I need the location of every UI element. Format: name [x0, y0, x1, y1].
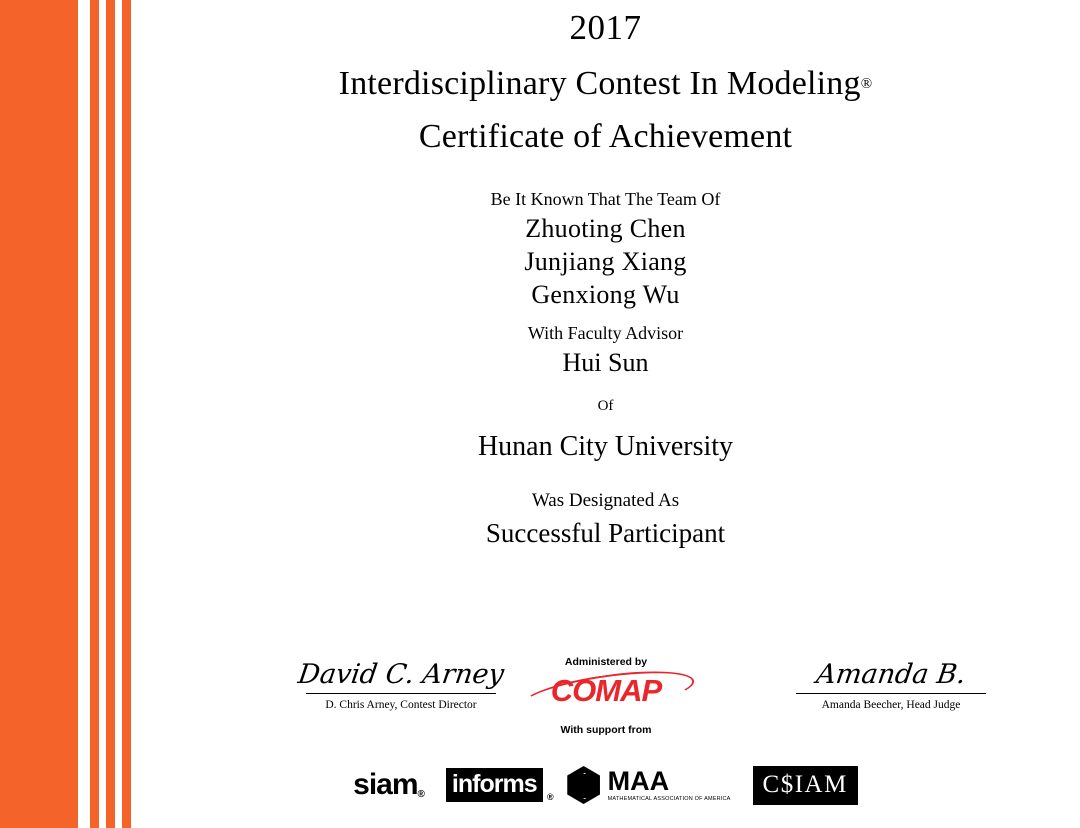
- signature-caption-head-judge: Amanda Beecher, Head Judge: [821, 699, 961, 711]
- accent-bar-thin-3: [122, 0, 131, 828]
- was-designated-label: Was Designated As: [531, 490, 680, 511]
- be-it-known-label: Be It Known That The Team Of: [490, 189, 721, 209]
- informs-registered-mark: ®: [546, 792, 553, 802]
- contest-title-text: Interdisciplinary Contest In Modeling: [338, 65, 861, 102]
- faculty-advisor-name: Hui Sun: [562, 348, 649, 377]
- maa-logo: [565, 766, 731, 804]
- informs-logo-text: informs: [451, 770, 537, 798]
- accent-bar-wide: [0, 0, 78, 828]
- comap-logo-text: COMAP: [550, 673, 662, 708]
- siam-logo: [353, 768, 424, 802]
- team-member: Junjiang Xiang: [524, 247, 687, 276]
- signature-contest-director: David C. Arney: [296, 659, 506, 690]
- maa-polygon-icon: [565, 766, 603, 804]
- maa-logo-text: MAA: [607, 765, 670, 796]
- administered-by-label: Administered by: [564, 656, 648, 668]
- certificate-year: 2017: [569, 8, 642, 47]
- signature-block-head-judge: [731, 655, 1051, 713]
- comap-logo: [511, 671, 701, 711]
- siam-registered-mark: ®: [417, 789, 424, 800]
- siam-logo-text: siam: [353, 768, 418, 801]
- faculty-advisor-label: With Faculty Advisor: [527, 323, 684, 343]
- signature-head-judge: Amanda B.: [814, 659, 968, 690]
- team-member: Genxiong Wu: [531, 280, 680, 309]
- comap-block: [511, 655, 701, 737]
- csiam-logo: C$IAM: [753, 766, 858, 805]
- decorative-left-bars: [0, 0, 130, 828]
- sponsor-logo-row: [131, 760, 1080, 810]
- of-label: Of: [597, 398, 614, 414]
- maa-logo-subtext: MATHEMATICAL ASSOCIATION OF AMERICA: [607, 795, 731, 802]
- certificate-body: [131, 0, 1080, 828]
- accent-bar-thin-1: [90, 0, 99, 828]
- contest-title: [131, 56, 1080, 112]
- with-support-from-label: With support from: [560, 724, 652, 736]
- signature-caption-contest-director: D. Chris Arney, Contest Director: [325, 699, 477, 711]
- informs-logo: [446, 768, 553, 802]
- registered-mark: ®: [860, 76, 873, 92]
- team-member: Zhuoting Chen: [525, 214, 686, 243]
- accent-bar-thin-2: [106, 0, 115, 828]
- certificate-subtitle: Certificate of Achievement: [418, 118, 793, 155]
- award-designation: Successful Participant: [485, 518, 726, 548]
- maa-logo-text-group: [607, 765, 731, 803]
- institution-name: Hunan City University: [477, 431, 734, 462]
